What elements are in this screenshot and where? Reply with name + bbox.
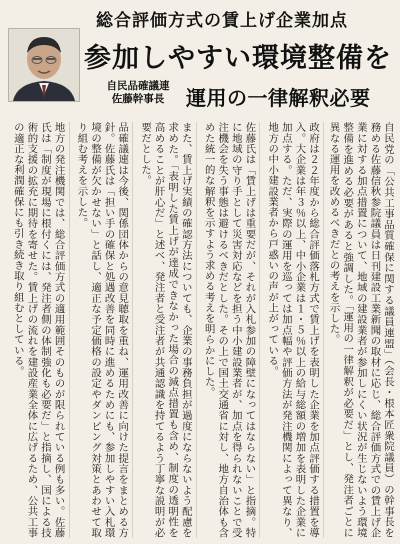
byline-title: 佐藤幹事長 xyxy=(111,93,165,105)
body-column-2: 政府は２２年度から総合評価落札方式で賃上げを表明した企業を加点評価する措置を導入。大企業は年３％以上、中小企業は１・５％以上の給与総額の増加を表明した企業に加点する。ただ、実際の運用を巡っては加点幅や評価方法が発注機関によって異なり、地方の中小建設業者から戸惑いの声が上がっている。 xyxy=(259,122,319,538)
body-column-6: 地方の発注機関では、総合評価方式の適用範囲そのものが限られている例も多い。佐藤氏は「制度が現場に根付くには、発注者側の体制強化も必要だ」と指摘し、国による技術的支援の拡充に期待を寄せた。賃上げの流れを建設産業全体に広げるため、公共工事の適正な利潤確保にも引き続き取り組むとしている。 xyxy=(11,122,65,538)
body-column-4: また、賃上げ実績の確認方法についても、企業の事務負担が過度にならないよう配慮を求めた。「表明した賃上げが達成できなかった場合の減点措置も含め、制度の透明性を高めることが肝心だ」と述べ、発注者と受注者が共通認識を持てるよう丁寧な説明が必要だとした。 xyxy=(132,122,192,538)
main-headline: 参加しやすい環境整備を xyxy=(84,43,392,74)
article-header xyxy=(0,0,400,142)
byline xyxy=(98,80,178,106)
portrait-icon xyxy=(8,28,80,102)
byline-organization: 自民品確議連 xyxy=(106,80,170,92)
kicker-headline: 総合評価方式の賃上げ企業加点 xyxy=(96,11,348,31)
article-body xyxy=(6,122,394,538)
subheadline: 運用の一律解釈必要 xyxy=(186,86,371,110)
portrait-drawing xyxy=(9,29,79,101)
body-column-5: 品確議連は今後、関係団体からの意見聴取を重ね、運用改善に向けた提言をまとめる方針。佐藤氏は「担い手の確保と処遇改善を同時に進めるためにも、参加しやすい入札環境の整備が欠かせない」と話し、適正な予定価格の設定やダンピング対策とあわせて取り組む考えを示した。 xyxy=(69,122,129,538)
body-column-1: 自民党の「公共工事品質確保に関する議員連盟」（会長・根本匠衆院議員）の幹事長を務める佐藤信秋参院議員は日刊建設工業新聞の取材に応じ、総合評価方式での賃上げ企業に対する加点措置について、地域の建設業者が参加しにくい状況が生じないよう環境整備を進める必要があると強調した。「運用の一律解釈が必要だ」とし、発注者ごとに異なる運用を改めるべきだとの考えを示した。 xyxy=(323,122,394,538)
body-column-3: 佐藤氏は「賃上げは重要だが、それが入札参加の障壁になってはならない」と指摘。特に地域の守り手として災害対応などを担う中小建設業者が、加点を得られないことで受注機会を失う事態は避けるべきだとした。その上で国土交通省に対し、地方自治体も含めた統一的な解釈を示すよう求める考えを明らかにした。 xyxy=(196,122,256,538)
